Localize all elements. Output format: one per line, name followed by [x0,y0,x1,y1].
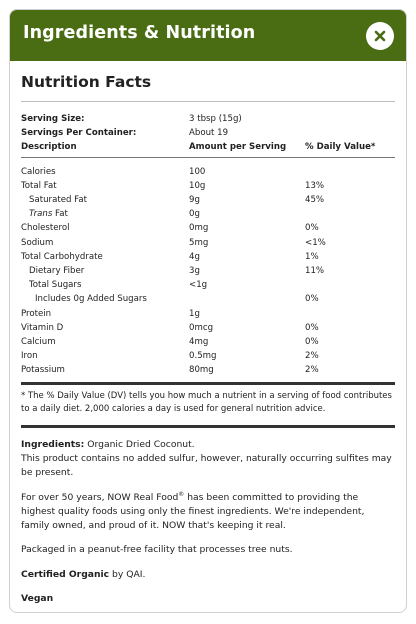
modal-content [10,73,406,606]
nutrient-row [21,307,395,321]
nutrient-row [21,278,395,292]
footnote-divider [21,425,395,428]
nutrient-amount: 4g [189,251,200,262]
nutrient-dv: 0% [305,337,319,348]
nutrient-dv: 1% [305,251,319,262]
serving-size-value: 3 tbsp (15g) [189,114,242,124]
nutrient-amount: 80mg [189,365,214,376]
modal-title: Ingredients & Nutrition [23,23,256,43]
nutrient-name: Total Fat [21,180,57,191]
nutrient-name: Potassium [21,365,65,376]
nutrient-amount: 1g [189,308,200,319]
nutrient-amount [189,292,305,306]
nutrient-name [21,207,189,221]
nutrient-amount: 10g [189,180,206,191]
nutrient-row [21,165,395,179]
nutrient-row [21,250,395,264]
column-header-amount: Amount per Serving [189,142,287,153]
column-header-row [21,140,395,154]
nutrient-row [21,292,395,306]
nutrient-row [21,349,395,363]
nutrient-dv: 0% [305,322,319,333]
ingredients-paragraph [21,438,395,481]
nutrient-amount: 5mg [189,237,209,248]
nutrient-dv: 11% [305,266,325,277]
nutrition-facts-title: Nutrition Facts [21,73,395,102]
servings-per-container-row [21,126,395,140]
nutrient-name: Calories [21,166,56,177]
nutrient-dv: 2% [305,365,319,376]
nutrient-dv: 45% [305,195,325,206]
about-text-before: For over 50 years, NOW Real Food [21,491,179,503]
about-paragraph [21,491,395,534]
nutrient-name: Cholesterol [21,223,70,234]
certified-label: Certified Organic [21,568,110,580]
column-header-dv: % Daily Value* [305,142,376,153]
header-divider [21,157,395,158]
nutrient-row [21,221,395,235]
nutrient-dv: 13% [305,180,325,191]
nutrient-row [21,193,395,207]
dv-footnote: * The % Daily Value (DV) tells you how much a nutrient in a serving of food contributes to a daily diet. 2,000 calories a day is used for general nutrition advice. [21,390,392,415]
ingredients-nutrition-modal [9,9,407,613]
nutrient-row [21,363,395,377]
close-button[interactable] [366,22,394,50]
ingredients-label: Ingredients: [21,438,85,450]
fat-label: Fat [52,209,68,220]
nutrient-dv [305,165,395,179]
vegan-label: Vegan [21,593,54,605]
nutrient-dv: 0% [305,223,319,234]
nutrient-dv: 0% [305,294,319,305]
nutrient-name: Vitamin D [21,322,64,333]
facility-paragraph: Packaged in a peanut-free facility that processes tree nuts. [21,544,293,556]
servings-per-container-label: Servings Per Container: [21,128,137,139]
serving-size-row [21,112,395,126]
nutrient-amount: 9g [189,195,200,206]
column-header-description: Description [21,142,77,153]
nutrient-name: Sodium [21,237,54,248]
nutrient-amount: 0mg [189,223,209,234]
trans-label: Trans [29,209,53,220]
nutrient-row [21,236,395,250]
registered-mark: ® [178,490,185,498]
serving-size-label: Serving Size: [21,114,85,124]
nutrient-amount: 0mcg [189,322,214,333]
nutrient-dv [305,278,395,292]
nutrient-amount: <1g [189,280,208,291]
nutrient-list [21,165,395,382]
certified-by: by QAI. [109,568,146,580]
nutrient-name: Calcium [21,337,56,348]
nutrient-dv [305,207,395,221]
nutrient-name: Saturated Fat [29,195,87,206]
nutrient-dv: <1% [305,237,326,248]
nutrient-row [21,335,395,349]
nutrient-name: Protein [21,308,52,319]
nutrient-row [21,321,395,335]
servings-per-container-value: About 19 [189,128,229,139]
nutrient-dv [305,307,395,321]
nutrient-name: Includes 0g Added Sugars [35,294,147,305]
sulfur-note: This product contains no added sulfur, however, naturally occurring sulfites may be present. [21,452,392,479]
about-text-after: has been committed to providing the highest quality foods using only the finest ingredients. We're independent, family owned, and proud of it. NOW that's keeping it real. [21,491,365,532]
ingredients-text: Organic Dried Coconut. [84,438,195,450]
modal-header [10,10,406,61]
nutrient-name: Total Sugars [29,280,82,291]
nutrient-name: Total Carbohydrate [21,251,103,262]
certified-paragraph [21,568,395,582]
nutrient-row [21,264,395,278]
nutrient-dv: 2% [305,351,319,362]
nutrient-name: Iron [21,351,38,362]
nutrient-name: Dietary Fiber [29,266,85,277]
nutrient-row [21,207,395,221]
nutrient-amount: 3g [189,266,200,277]
nutrient-amount: 100 [189,166,206,177]
nutrient-amount: 0g [189,209,200,220]
close-icon [374,30,386,42]
nutrient-amount: 4mg [189,337,209,348]
nutrient-amount: 0.5mg [189,351,217,362]
nutrient-row [21,179,395,193]
